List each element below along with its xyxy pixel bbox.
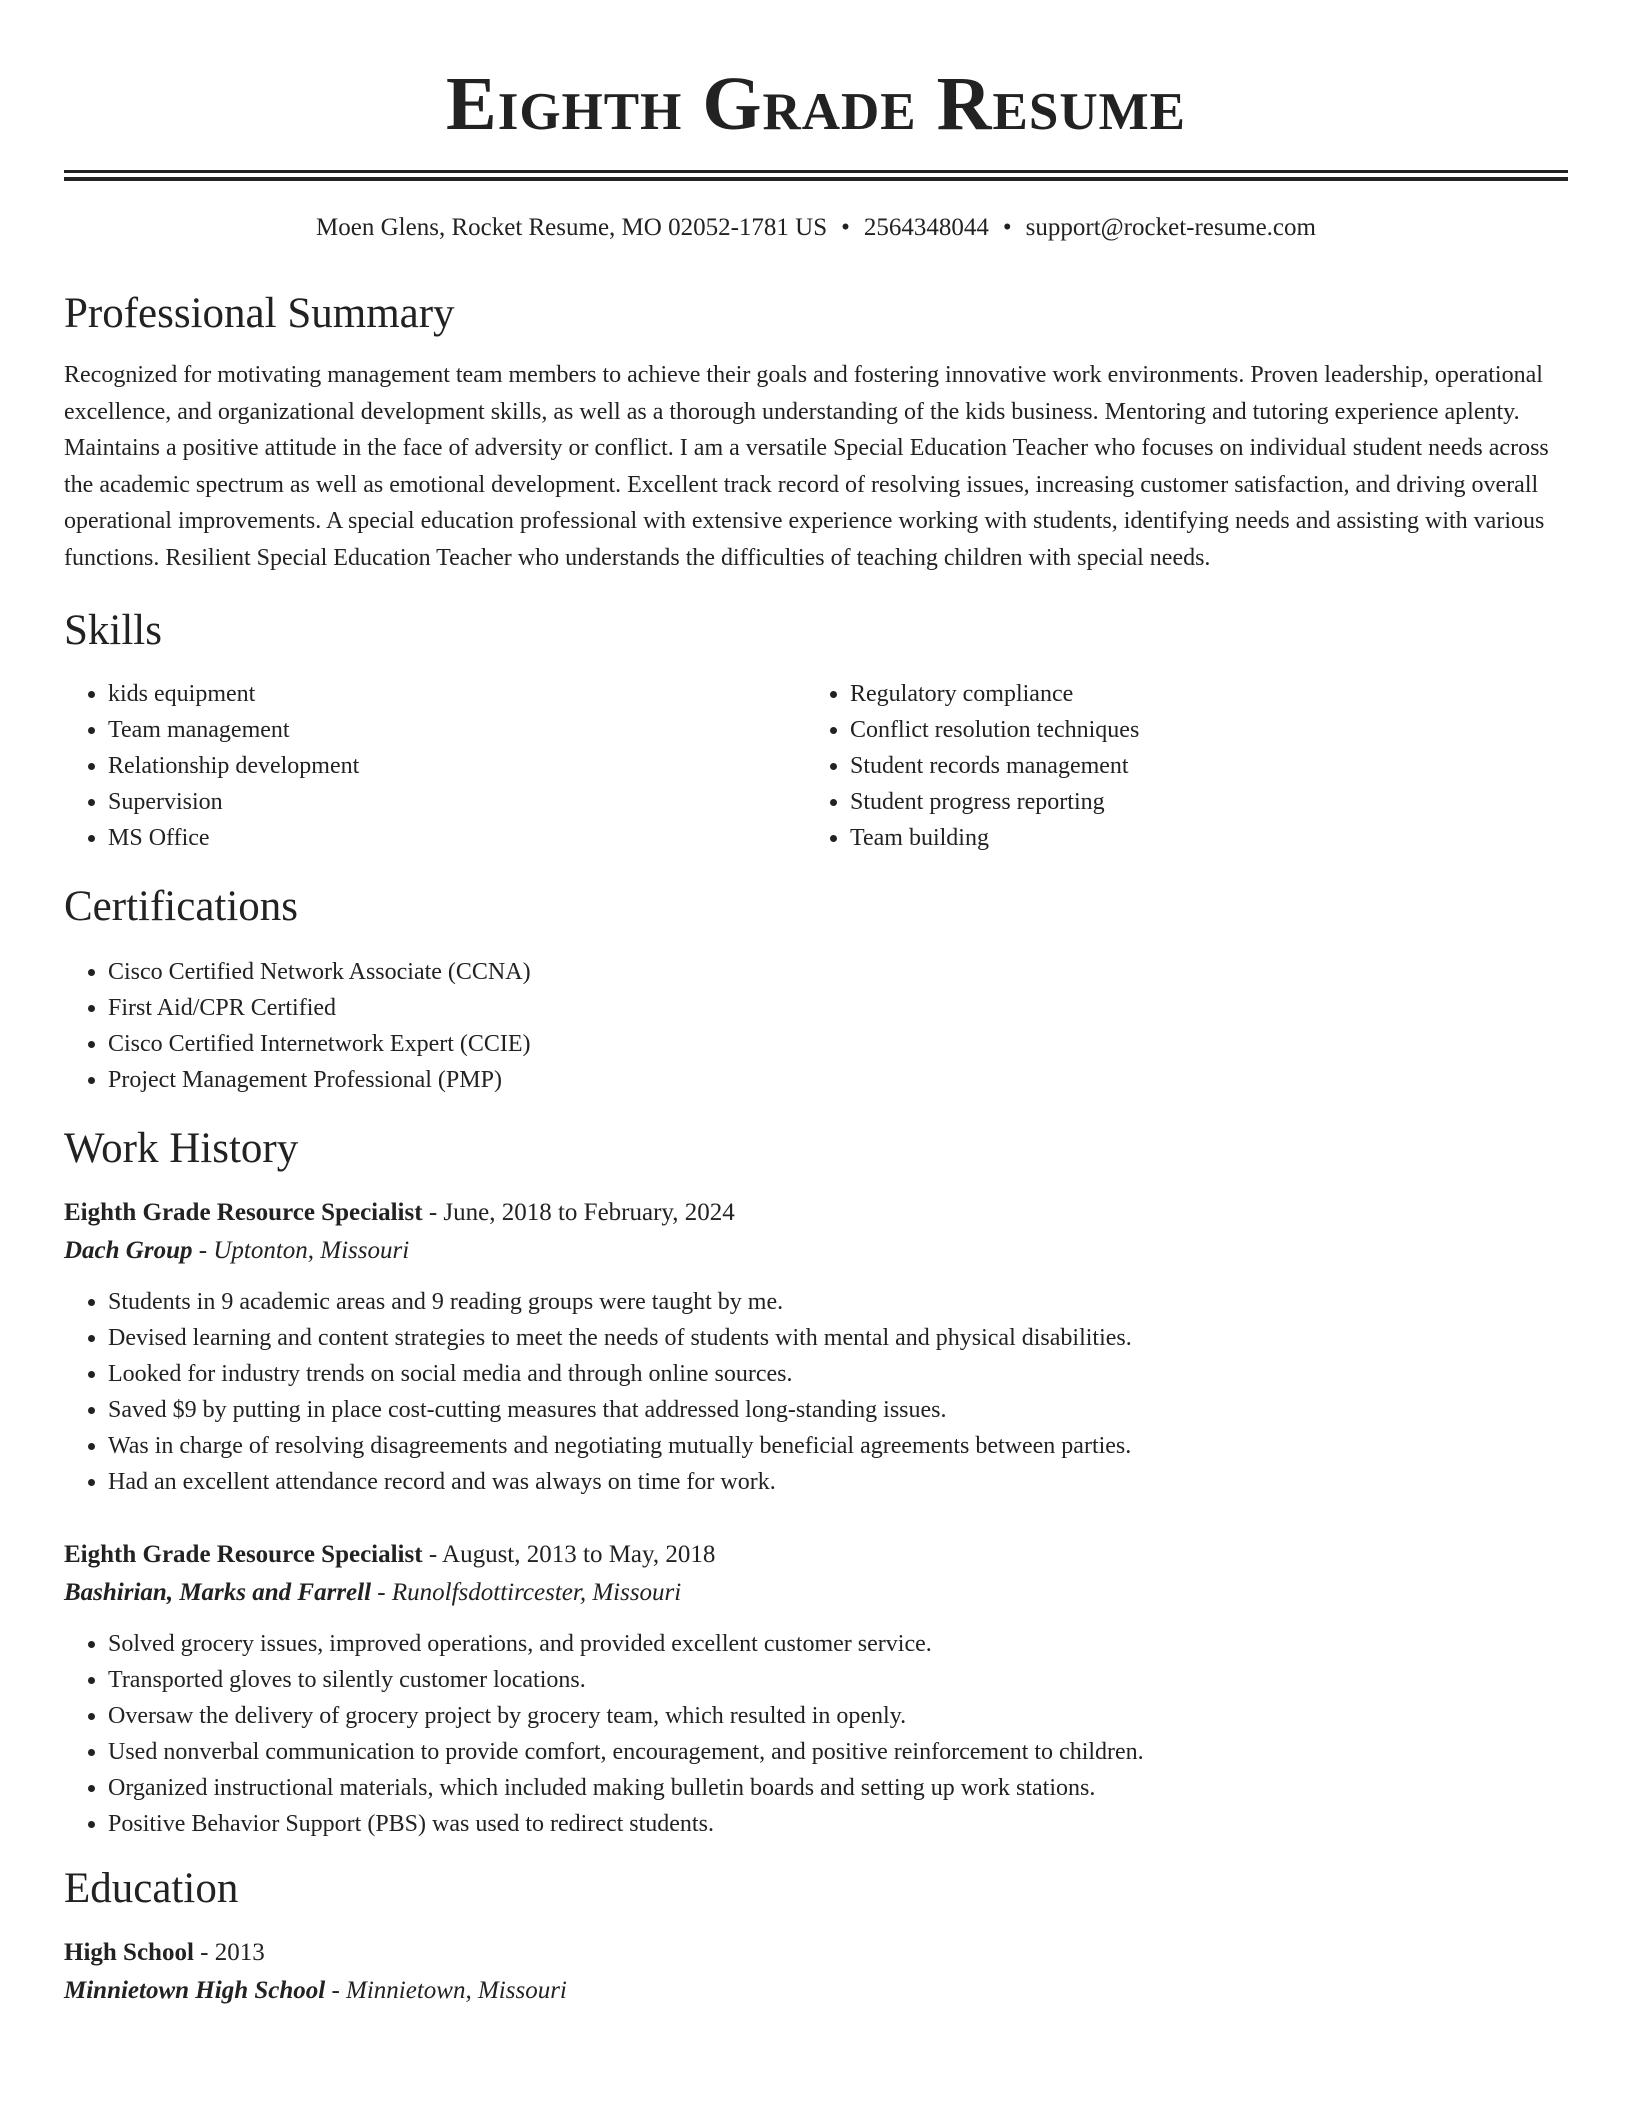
skill-item: • Student records management [850, 748, 1548, 784]
skill-item: • kids equipment [108, 676, 806, 712]
skill-item: • Team management [108, 712, 806, 748]
contact-separator: • [1002, 214, 1012, 241]
job-entry [64, 1536, 1568, 1842]
education-heading: Education [64, 1865, 239, 1912]
job-location: Runolfsdottircester, Missouri [391, 1579, 682, 1606]
job-duty: • Oversaw the delivery of grocery project by grocery team, which resulted in openly. [108, 1698, 1568, 1734]
job-duty: • Positive Behavior Support (PBS) was used to redirect students. [108, 1806, 1568, 1842]
contact-separator: • [841, 214, 850, 241]
skill-item: • Supervision [108, 784, 806, 820]
job-duty: • Organized instructional materials, which included making bulletin boards and setting up work stations. [108, 1770, 1568, 1806]
job-duty: • Had an excellent attendance record and was always on time for work. [108, 1464, 1568, 1500]
job-company: Dach Group [64, 1237, 193, 1264]
certifications-heading: Certifications [64, 883, 299, 930]
certification-item: • Cisco Certified Network Associate (CCNA) [108, 954, 1568, 990]
resume-title: Eighth Grade Resume [446, 62, 1186, 146]
contact-phone: 2564348044 [863, 214, 989, 241]
job-company: Bashirian, Marks and Farrell [64, 1579, 372, 1606]
job-duties-list [64, 1626, 1568, 1842]
skills-column-right [806, 676, 1548, 856]
education-year: 2013 [214, 1939, 265, 1966]
skills-grid [64, 676, 1568, 856]
job-duty: • Looked for industry trends on social media and through online sources. [108, 1356, 1568, 1392]
job-dates: August, 2013 to May, 2018 [442, 1541, 716, 1568]
job-location: Uptonton, Missouri [213, 1237, 410, 1264]
job-duty: • Used nonverbal communication to provide comfort, encouragement, and positive reinforcement to children. [108, 1734, 1568, 1770]
job-duty: • Solved grocery issues, improved operations, and provided excellent customer service. [108, 1626, 1568, 1662]
job-duty: • Transported gloves to silently customer locations. [108, 1662, 1568, 1698]
certification-item: • First Aid/CPR Certified [108, 990, 1568, 1026]
contact-line [64, 211, 1568, 245]
skills-column-left [64, 676, 806, 856]
certification-item: • Project Management Professional (PMP) [108, 1062, 1568, 1098]
education-degree: High School [64, 1939, 194, 1966]
summary-text: Recognized for motivating management team members to achieve their goals and fostering innovative work environments. Proven leadership, operational excellence, and organizational development skills, as well as a thorough understanding of the kids business. Mentoring and tutoring experience aplenty. Maintains a positive attitude in the face of adversity or conflict. I am a versatile Special Education Teacher who focuses on individual student needs across the academic spectrum as well as emotional development. Excellent track record of resolving issues, increasing customer satisfaction, and driving overall operational improvements. A special education professional with extensive experience working with students, identifying needs and assisting with various functions. Resilient Special Education Teacher who understands the difficulties of teaching children with special needs. [64, 362, 1549, 571]
job-duty: • Was in charge of resolving disagreements and negotiating mutually beneficial agreements between parties. [108, 1428, 1568, 1464]
skills-list-left [64, 676, 806, 856]
certifications-list [64, 954, 1568, 1098]
summary-heading: Professional Summary [64, 290, 455, 337]
skill-item: • Conflict resolution techniques [850, 712, 1548, 748]
job-title-line: Eighth Grade Resource Specialist - June, 2018 to February, 2024 [64, 1199, 735, 1226]
skill-item: • Team building [850, 820, 1548, 856]
contact-address: Moen Glens, Rocket Resume, MO 02052-1781 US [316, 214, 828, 241]
skills-list-right [806, 676, 1548, 856]
certification-item: • Cisco Certified Internetwork Expert (CCIE) [108, 1026, 1568, 1062]
education-degree-line: High School - 2013 [64, 1939, 265, 1966]
job-entry [64, 1194, 1568, 1500]
job-duty: • Devised learning and content strategies to meet the needs of students with mental and physical disabilities. [108, 1320, 1568, 1356]
contact-email: support@rocket-resume.com [1025, 214, 1316, 241]
job-company-line: Dach Group - Uptonton, Missouri [64, 1237, 410, 1264]
education-location: Minnietown, Missouri [346, 1977, 567, 2004]
job-duty: • Students in 9 academic areas and 9 reading groups were taught by me. [108, 1284, 1568, 1320]
education-school: Minnietown High School [64, 1977, 326, 2004]
skill-item: • Student progress reporting [850, 784, 1548, 820]
job-duties-list [64, 1284, 1568, 1500]
job-title-line: Eighth Grade Resource Specialist - August, 2013 to May, 2018 [64, 1541, 716, 1568]
skills-heading: Skills [64, 607, 162, 654]
skill-item: • Regulatory compliance [850, 676, 1548, 712]
education-entry [64, 1934, 1568, 2010]
title-divider [64, 170, 1568, 181]
job-duty: • Saved $9 by putting in place cost-cutting measures that addressed long-standing issues. [108, 1392, 1568, 1428]
work-history-heading: Work History [64, 1125, 299, 1172]
job-title: Eighth Grade Resource Specialist [64, 1541, 423, 1568]
job-company-line: Bashirian, Marks and Farrell - Runolfsdottircester, Missouri [64, 1579, 682, 1606]
skill-item: • MS Office [108, 820, 806, 856]
education-school-line: Minnietown High School - Minnietown, Missouri [64, 1977, 567, 2004]
job-dates: June, 2018 to February, 2024 [443, 1199, 735, 1226]
job-title: Eighth Grade Resource Specialist [64, 1199, 423, 1226]
skill-item: • Relationship development [108, 748, 806, 784]
